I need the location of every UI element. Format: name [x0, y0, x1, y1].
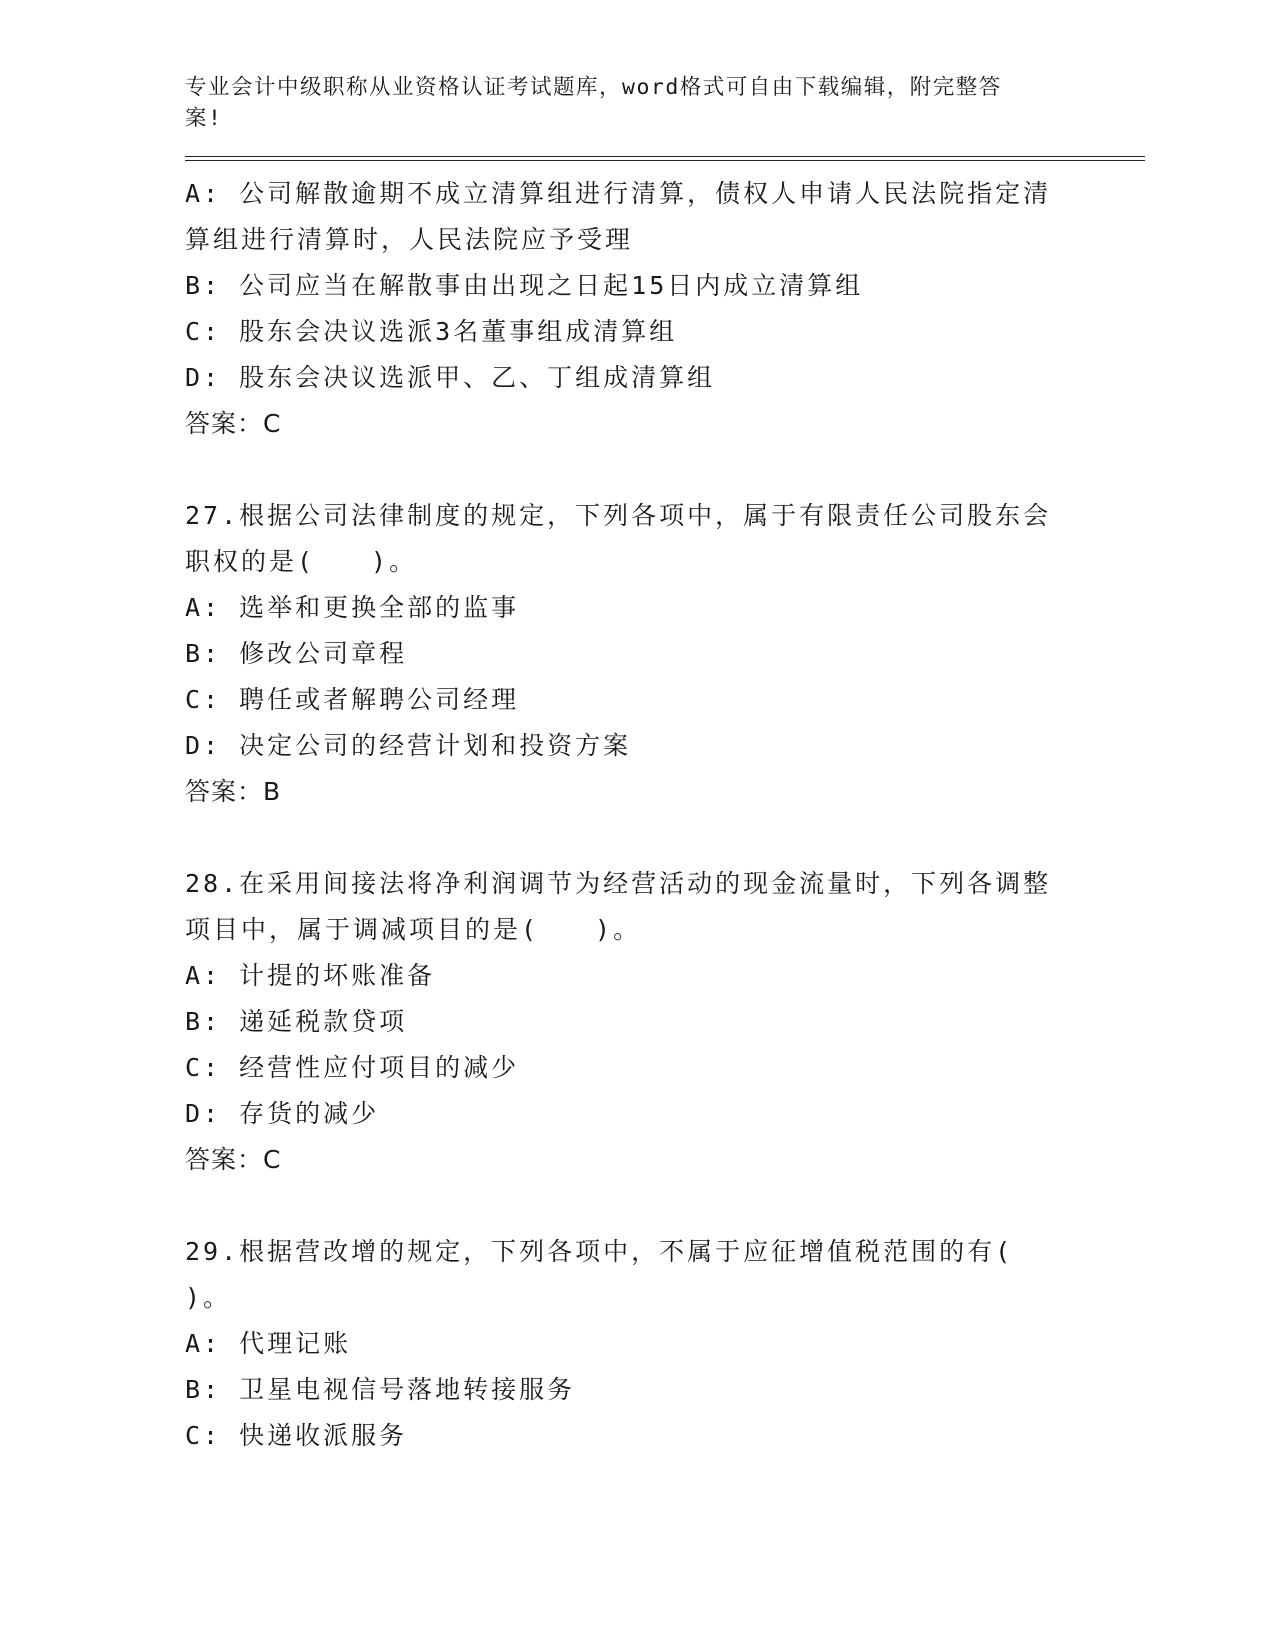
- spacer: [185, 447, 1065, 493]
- spacer: [185, 815, 1065, 861]
- option-a: A: 公司解散逾期不成立清算组进行清算，债权人申请人民法院指定清: [185, 179, 1052, 208]
- header-line-1: 专业会计中级职称从业资格认证考试题库，word格式可自由下载编辑，附完整答: [185, 75, 1002, 100]
- option-a: A: 代理记账: [185, 1329, 352, 1358]
- answer: 答案：C: [185, 409, 282, 438]
- option-b: B: 卫星电视信号落地转接服务: [185, 1375, 576, 1404]
- option-a: A: 选举和更换全部的监事: [185, 593, 520, 622]
- header-line-2: 案!: [185, 106, 223, 131]
- option-c: C: 经营性应付项目的减少: [185, 1053, 520, 1082]
- question-27: [185, 493, 1065, 815]
- question-stem-continued: )。: [185, 1283, 232, 1312]
- option-d: D: 股东会决议选派甲、乙、丁组成清算组: [185, 363, 716, 392]
- option-b: B: 递延税款贷项: [185, 1007, 408, 1036]
- option-b: B: 修改公司章程: [185, 639, 408, 668]
- question-stem: 28.在采用间接法将净利润调节为经营活动的现金流量时，下列各调整: [185, 869, 1052, 898]
- question-stem: 27.根据公司法律制度的规定，下列各项中，属于有限责任公司股东会: [185, 501, 1052, 530]
- option-c: C: 股东会决议选派3名董事组成清算组: [185, 317, 678, 346]
- question-content: [185, 171, 1065, 1459]
- question-stem-continued: 职权的是( )。: [185, 547, 418, 576]
- question-26-continued: [185, 171, 1065, 447]
- page-header: [185, 72, 1065, 134]
- question-stem: 29.根据营改增的规定，下列各项中，不属于应征增值税范围的有(: [185, 1237, 1014, 1266]
- answer: 答案：C: [185, 1145, 282, 1174]
- question-stem-continued: 项目中，属于调减项目的是( )。: [185, 915, 642, 944]
- question-28: [185, 861, 1065, 1183]
- option-c: C: 快递收派服务: [185, 1421, 408, 1450]
- document-page: [185, 72, 1145, 1459]
- header-double-rule: [185, 156, 1145, 161]
- option-a-continued: 算组进行清算时，人民法院应予受理: [185, 225, 634, 254]
- option-c: C: 聘任或者解聘公司经理: [185, 685, 520, 714]
- option-a: A: 计提的坏账准备: [185, 961, 436, 990]
- option-d: D: 决定公司的经营计划和投资方案: [185, 731, 632, 760]
- option-b: B: 公司应当在解散事由出现之日起15日内成立清算组: [185, 271, 864, 300]
- option-d: D: 存货的减少: [185, 1099, 380, 1128]
- question-29: [185, 1229, 1065, 1459]
- answer: 答案：B: [185, 777, 282, 806]
- spacer: [185, 1183, 1065, 1229]
